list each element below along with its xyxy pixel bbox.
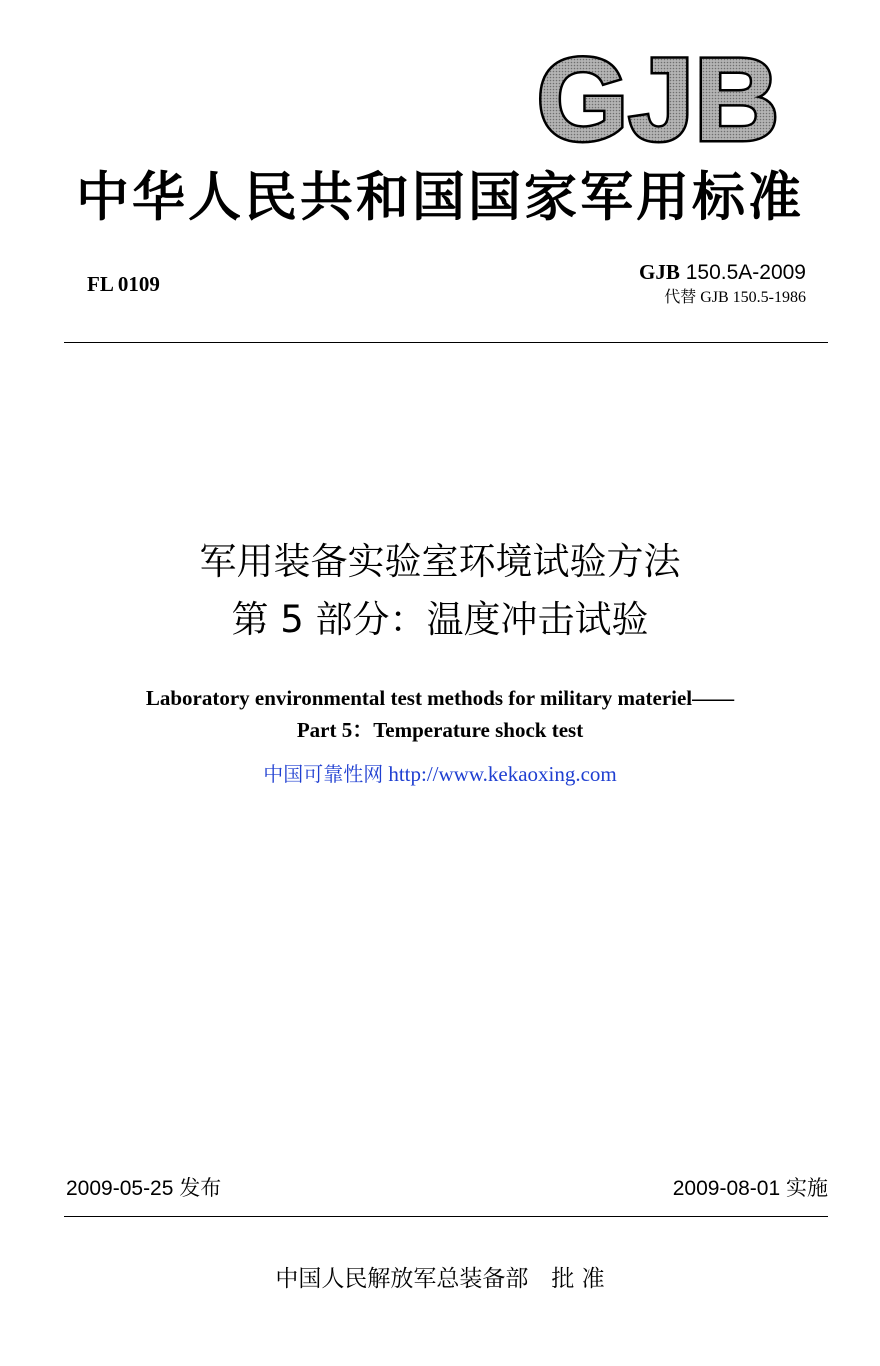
effective-date: 2009-08-01: [672, 1177, 781, 1200]
gjb-logo: [534, 40, 782, 152]
issue-date-block: [66, 1174, 221, 1203]
watermark-site-name: 中国可靠性网: [263, 762, 384, 786]
standard-prefix: GJB: [639, 260, 680, 284]
header-divider: [64, 342, 828, 343]
effective-date-block: [673, 1174, 828, 1203]
approver: 中国人民解放军总装备部 批 准: [275, 1266, 605, 1292]
chinese-title-line1: 军用装备实验室环境试验方法: [199, 540, 681, 583]
english-title-line2: Part 5：Temperature shock test: [296, 718, 584, 742]
standard-number: [639, 258, 806, 287]
standard-code: 150.5A-2009: [685, 261, 806, 284]
svg-text:GJB: GJB: [536, 40, 780, 152]
issue-label: 发布: [179, 1176, 222, 1200]
effective-label: 实施: [786, 1176, 828, 1200]
watermark-link[interactable]: [0, 760, 880, 790]
watermark-url[interactable]: http://www.kekaoxing.com: [388, 762, 617, 786]
replaces-standard: 代替 GJB 150.5-1986: [664, 289, 806, 306]
footer-divider: [64, 1216, 828, 1217]
standard-identifier: [639, 258, 806, 309]
national-standard-title: 中华人民共和国国家军用标准: [76, 167, 804, 228]
issue-date: 2009-05-25: [66, 1177, 174, 1200]
english-title-line1: Laboratory environmental test methods for military materiel——: [145, 686, 735, 710]
chinese-title-line2: 第 5 部分：温度冲击试验: [231, 598, 649, 641]
classification-code: FL 0109: [87, 272, 160, 296]
